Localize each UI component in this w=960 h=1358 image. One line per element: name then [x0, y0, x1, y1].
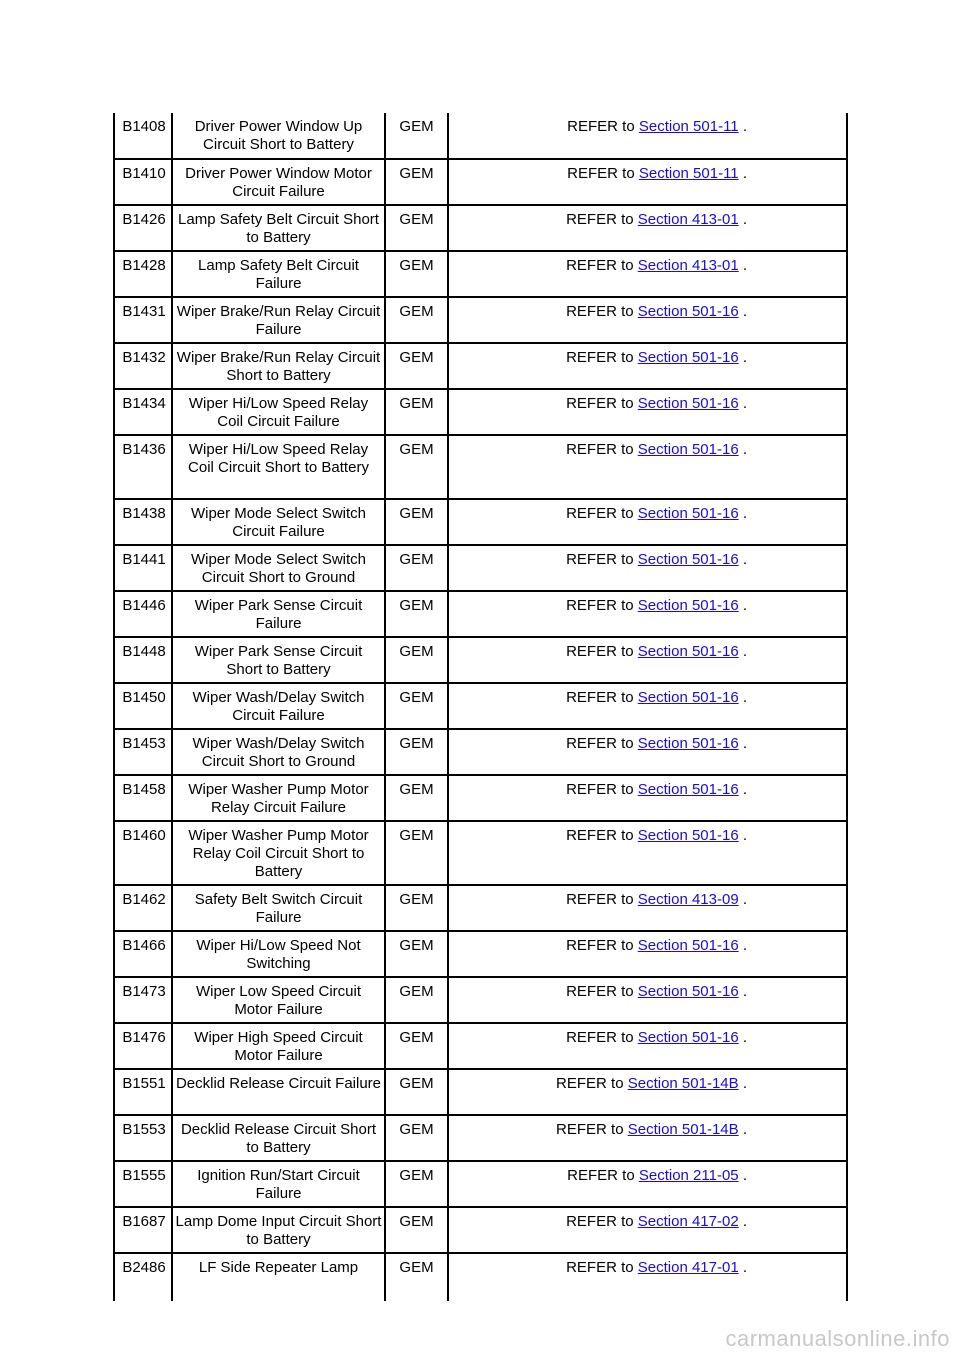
action-cell: [448, 205, 847, 251]
refer-to-text: REFER to: [566, 781, 634, 798]
section-link[interactable]: Section 501-16: [637, 1029, 739, 1046]
refer-to-text: REFER to: [566, 349, 634, 366]
module-cell: GEM: [385, 1069, 448, 1115]
dtc-description-cell: Lamp Dome Input Circuit Short to Battery: [172, 1207, 385, 1253]
dtc-code-cell: B1555: [114, 1161, 172, 1207]
action-cell: [448, 1115, 847, 1161]
dtc-code-cell: B1432: [114, 343, 172, 389]
section-link[interactable]: Section 211-05: [638, 1167, 739, 1184]
module-cell: GEM: [385, 821, 448, 885]
table-row: [114, 159, 847, 205]
period-text: .: [742, 551, 747, 568]
dtc-code-cell: B1687: [114, 1207, 172, 1253]
module-cell: GEM: [385, 545, 448, 591]
table-row: [114, 297, 847, 343]
period-text: .: [742, 937, 747, 954]
dtc-description-cell: Wiper Wash/Delay Switch Circuit Failure: [172, 683, 385, 729]
action-cell: [448, 729, 847, 775]
dtc-description-cell: Wiper Washer Pump Motor Relay Coil Circuit Short to Battery: [172, 821, 385, 885]
section-link[interactable]: Section 501-14B: [627, 1121, 739, 1138]
section-link[interactable]: Section 413-01: [637, 211, 739, 228]
dtc-code-cell: B1426: [114, 205, 172, 251]
module-cell: GEM: [385, 1253, 448, 1301]
refer-to-text: REFER to: [556, 1075, 624, 1092]
action-cell: [448, 931, 847, 977]
period-text: .: [742, 165, 747, 182]
action-cell: [448, 389, 847, 435]
dtc-description-cell: Wiper Low Speed Circuit Motor Failure: [172, 977, 385, 1023]
section-link[interactable]: Section 417-01: [637, 1259, 739, 1276]
table-row: [114, 1161, 847, 1207]
dtc-code-cell: B1466: [114, 931, 172, 977]
action-cell: [448, 435, 847, 499]
table-row: [114, 1023, 847, 1069]
action-cell: [448, 343, 847, 389]
module-cell: GEM: [385, 297, 448, 343]
refer-to-text: REFER to: [567, 118, 635, 135]
dtc-code-cell: B2486: [114, 1253, 172, 1301]
dtc-code-cell: B1434: [114, 389, 172, 435]
period-text: .: [742, 1213, 747, 1230]
table-row: [114, 205, 847, 251]
action-cell: [448, 1253, 847, 1301]
dtc-code-cell: B1446: [114, 591, 172, 637]
dtc-description-cell: Wiper Brake/Run Relay Circuit Failure: [172, 297, 385, 343]
dtc-table-body: [114, 113, 847, 1301]
dtc-code-cell: B1460: [114, 821, 172, 885]
period-text: .: [742, 1259, 747, 1276]
table-row: [114, 1115, 847, 1161]
dtc-code-cell: B1448: [114, 637, 172, 683]
module-cell: GEM: [385, 251, 448, 297]
table-row: [114, 343, 847, 389]
dtc-description-cell: Wiper Wash/Delay Switch Circuit Short to Ground: [172, 729, 385, 775]
period-text: .: [742, 1029, 747, 1046]
module-cell: GEM: [385, 683, 448, 729]
dtc-description-cell: Wiper Brake/Run Relay Circuit Short to Battery: [172, 343, 385, 389]
section-link[interactable]: Section 501-16: [637, 781, 739, 798]
action-cell: [448, 499, 847, 545]
period-text: .: [742, 827, 747, 844]
refer-to-text: REFER to: [566, 1259, 634, 1276]
dtc-code-cell: B1458: [114, 775, 172, 821]
refer-to-text: REFER to: [566, 891, 634, 908]
refer-to-text: REFER to: [566, 441, 634, 458]
dtc-code-cell: B1441: [114, 545, 172, 591]
dtc-description-cell: LF Side Repeater Lamp: [172, 1253, 385, 1301]
period-text: .: [742, 1167, 747, 1184]
action-cell: [448, 1069, 847, 1115]
period-text: .: [742, 303, 747, 320]
action-cell: [448, 977, 847, 1023]
section-link[interactable]: Section 501-16: [637, 597, 739, 614]
action-cell: [448, 113, 847, 159]
dtc-description-cell: Safety Belt Switch Circuit Failure: [172, 885, 385, 931]
table-row: [114, 637, 847, 683]
dtc-code-cell: B1553: [114, 1115, 172, 1161]
dtc-description-cell: Wiper Park Sense Circuit Short to Battery: [172, 637, 385, 683]
section-link[interactable]: Section 501-16: [637, 643, 739, 660]
section-link[interactable]: Section 501-16: [637, 827, 739, 844]
refer-to-text: REFER to: [556, 1121, 624, 1138]
table-row: [114, 775, 847, 821]
refer-to-text: REFER to: [566, 303, 634, 320]
period-text: .: [742, 118, 747, 135]
section-link[interactable]: Section 501-16: [637, 735, 739, 752]
refer-to-text: REFER to: [566, 735, 634, 752]
section-link[interactable]: Section 501-16: [637, 505, 739, 522]
period-text: .: [742, 735, 747, 752]
module-cell: GEM: [385, 389, 448, 435]
table-row: [114, 1069, 847, 1115]
table-row: [114, 729, 847, 775]
table-row: [114, 591, 847, 637]
action-cell: [448, 251, 847, 297]
period-text: .: [742, 689, 747, 706]
module-cell: GEM: [385, 931, 448, 977]
period-text: .: [742, 211, 747, 228]
table-row: [114, 683, 847, 729]
table-row: [114, 977, 847, 1023]
module-cell: GEM: [385, 637, 448, 683]
section-link[interactable]: Section 501-16: [637, 441, 739, 458]
dtc-description-cell: Driver Power Window Up Circuit Short to Battery: [172, 113, 385, 159]
module-cell: GEM: [385, 435, 448, 499]
module-cell: GEM: [385, 343, 448, 389]
module-cell: GEM: [385, 1023, 448, 1069]
dtc-description-cell: Wiper Park Sense Circuit Failure: [172, 591, 385, 637]
dtc-description-cell: Wiper High Speed Circuit Motor Failure: [172, 1023, 385, 1069]
section-link[interactable]: Section 413-01: [637, 257, 739, 274]
module-cell: GEM: [385, 1115, 448, 1161]
module-cell: GEM: [385, 885, 448, 931]
dtc-description-cell: Wiper Mode Select Switch Circuit Short to Ground: [172, 545, 385, 591]
dtc-table: [113, 113, 848, 1301]
refer-to-text: REFER to: [566, 643, 634, 660]
period-text: .: [742, 395, 747, 412]
refer-to-text: REFER to: [566, 395, 634, 412]
module-cell: GEM: [385, 977, 448, 1023]
refer-to-text: REFER to: [566, 689, 634, 706]
module-cell: GEM: [385, 113, 448, 159]
dtc-code-cell: B1476: [114, 1023, 172, 1069]
period-text: .: [742, 257, 747, 274]
section-link[interactable]: Section 501-16: [637, 689, 739, 706]
table-row: [114, 499, 847, 545]
table-row: [114, 389, 847, 435]
action-cell: [448, 591, 847, 637]
action-cell: [448, 1207, 847, 1253]
refer-to-text: REFER to: [567, 165, 635, 182]
dtc-description-cell: Lamp Safety Belt Circuit Failure: [172, 251, 385, 297]
section-link[interactable]: Section 501-16: [637, 937, 739, 954]
module-cell: GEM: [385, 775, 448, 821]
period-text: .: [742, 983, 747, 1000]
dtc-description-cell: Wiper Hi/Low Speed Relay Coil Circuit Short to Battery: [172, 435, 385, 499]
action-cell: [448, 159, 847, 205]
dtc-description-cell: Ignition Run/Start Circuit Failure: [172, 1161, 385, 1207]
dtc-code-cell: B1436: [114, 435, 172, 499]
dtc-code-cell: B1473: [114, 977, 172, 1023]
module-cell: GEM: [385, 205, 448, 251]
dtc-code-cell: B1410: [114, 159, 172, 205]
dtc-description-cell: Decklid Release Circuit Short to Battery: [172, 1115, 385, 1161]
refer-to-text: REFER to: [566, 937, 634, 954]
dtc-code-cell: B1453: [114, 729, 172, 775]
period-text: .: [742, 1121, 747, 1138]
watermark: carmanualsonline.info: [725, 1326, 950, 1351]
table-row: [114, 545, 847, 591]
section-link[interactable]: Section 501-16: [637, 551, 739, 568]
action-cell: [448, 683, 847, 729]
table-row: [114, 931, 847, 977]
dtc-description-cell: Lamp Safety Belt Circuit Short to Battery: [172, 205, 385, 251]
section-link[interactable]: Section 501-16: [637, 983, 739, 1000]
action-cell: [448, 775, 847, 821]
section-link[interactable]: Section 501-11: [638, 165, 739, 182]
dtc-code-cell: B1438: [114, 499, 172, 545]
dtc-code-cell: B1450: [114, 683, 172, 729]
period-text: .: [742, 597, 747, 614]
refer-to-text: REFER to: [566, 551, 634, 568]
period-text: .: [742, 1075, 747, 1092]
action-cell: [448, 885, 847, 931]
action-cell: [448, 1161, 847, 1207]
dtc-code-cell: B1431: [114, 297, 172, 343]
action-cell: [448, 297, 847, 343]
table-row: [114, 821, 847, 885]
module-cell: GEM: [385, 499, 448, 545]
section-link[interactable]: Section 501-16: [637, 303, 739, 320]
dtc-description-cell: Driver Power Window Motor Circuit Failure: [172, 159, 385, 205]
module-cell: GEM: [385, 1207, 448, 1253]
action-cell: [448, 1023, 847, 1069]
module-cell: GEM: [385, 1161, 448, 1207]
dtc-description-cell: Wiper Hi/Low Speed Not Switching: [172, 931, 385, 977]
section-link[interactable]: Section 417-02: [637, 1213, 739, 1230]
section-link[interactable]: Section 501-14B: [627, 1075, 739, 1092]
refer-to-text: REFER to: [566, 257, 634, 274]
period-text: .: [742, 891, 747, 908]
action-cell: [448, 545, 847, 591]
table-row: [114, 435, 847, 499]
period-text: .: [742, 505, 747, 522]
section-link[interactable]: Section 501-16: [637, 349, 739, 366]
module-cell: GEM: [385, 159, 448, 205]
period-text: .: [742, 441, 747, 458]
action-cell: [448, 637, 847, 683]
dtc-code-cell: B1462: [114, 885, 172, 931]
dtc-code-cell: B1551: [114, 1069, 172, 1115]
table-row: [114, 113, 847, 159]
refer-to-text: REFER to: [566, 983, 634, 1000]
refer-to-text: REFER to: [566, 1213, 634, 1230]
period-text: .: [742, 643, 747, 660]
refer-to-text: REFER to: [566, 827, 634, 844]
module-cell: GEM: [385, 591, 448, 637]
period-text: .: [742, 781, 747, 798]
refer-to-text: REFER to: [567, 1167, 635, 1184]
dtc-description-cell: Decklid Release Circuit Failure: [172, 1069, 385, 1115]
section-link[interactable]: Section 413-09: [637, 891, 739, 908]
action-cell: [448, 821, 847, 885]
dtc-description-cell: Wiper Washer Pump Motor Relay Circuit Failure: [172, 775, 385, 821]
table-row: [114, 251, 847, 297]
dtc-code-cell: B1408: [114, 113, 172, 159]
dtc-description-cell: Wiper Hi/Low Speed Relay Coil Circuit Failure: [172, 389, 385, 435]
refer-to-text: REFER to: [566, 505, 634, 522]
period-text: .: [742, 349, 747, 366]
table-row: [114, 885, 847, 931]
section-link[interactable]: Section 501-11: [638, 118, 739, 135]
dtc-code-cell: B1428: [114, 251, 172, 297]
section-link[interactable]: Section 501-16: [637, 395, 739, 412]
module-cell: GEM: [385, 729, 448, 775]
refer-to-text: REFER to: [566, 597, 634, 614]
table-row: [114, 1253, 847, 1301]
dtc-description-cell: Wiper Mode Select Switch Circuit Failure: [172, 499, 385, 545]
refer-to-text: REFER to: [566, 211, 634, 228]
refer-to-text: REFER to: [566, 1029, 634, 1046]
table-row: [114, 1207, 847, 1253]
